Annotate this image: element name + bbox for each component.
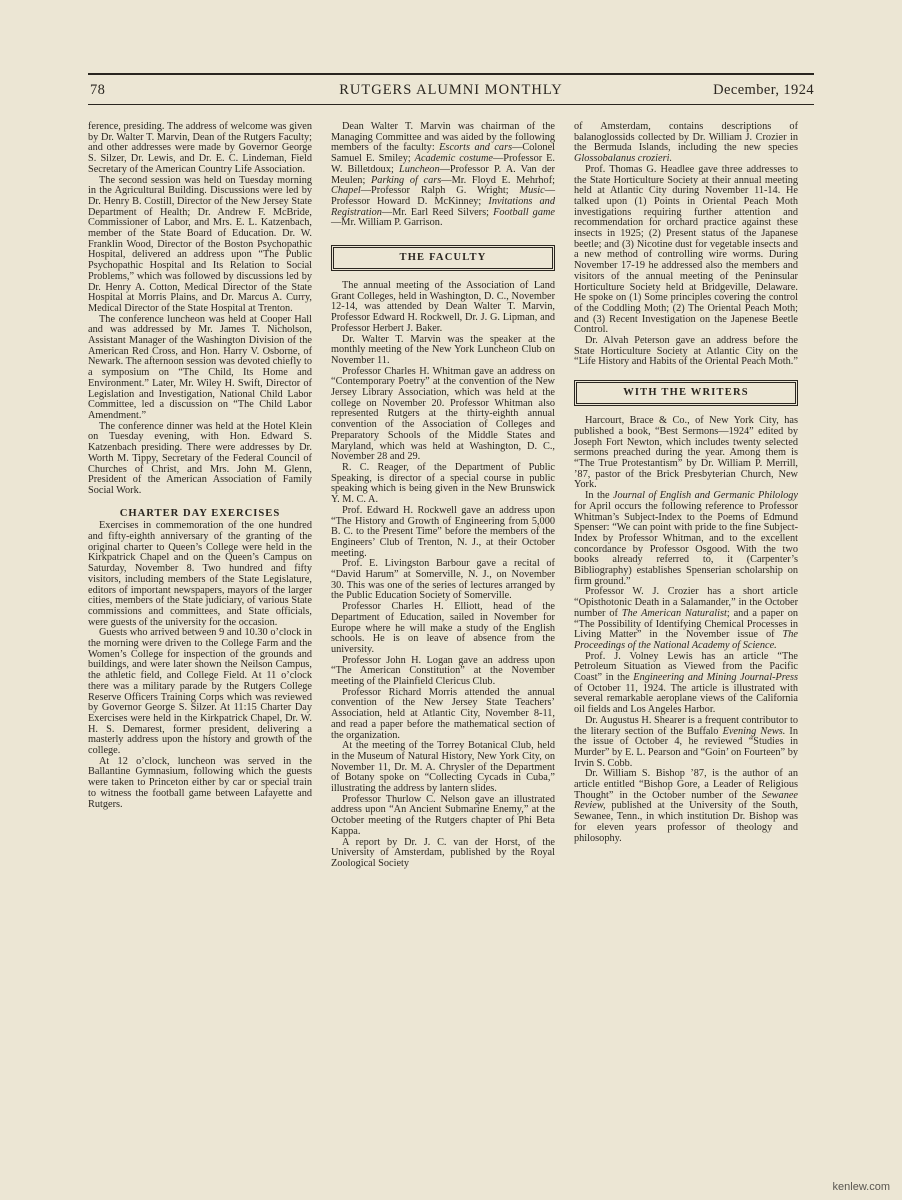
- column-left: [88, 122, 312, 810]
- running-title: RUTGERS ALUMNI MONTHLY: [339, 82, 563, 98]
- header-rule-bottom: [88, 104, 814, 105]
- watermark: kenlew.com: [832, 1181, 890, 1193]
- issue-date: December, 1924: [713, 82, 814, 98]
- paragraph: Dr. Alvah Peterson gave an address before the State Horticulture Society at Atlantic City on the “Life History and Habits of the Oriental Peach Moth.”: [574, 335, 798, 368]
- paragraph: Dean Walter T. Marvin was chairman of the Managing Committee and was aided by the following members of the faculty: Escorts and cars—Colonel Samuel E. Smiley; Academic costume—Professor E. W. Billetdoux; Luncheon—Professor P. A. Van der Meulen; Parking of cars—Mr. Floyd E. Mehrhof; Chapel—Professor Ralph G. Wright; Music—Professor Howard D. McKinney; Invitations and Registration—Mr. Earl Reed Silvers; Football game—Mr. William P. Garrison.: [331, 121, 556, 229]
- paragraph: Guests who arrived between 9 and 10.30 o’clock in the morning were driven to the College Farm and the Women’s College for inspection of the grounds and buildings, and were later shown the Neilson Campus, the athletic field, and College Field. At 11 o’clock there was a military parade by the Rutgers College Reserve Officers Training Corps which was reviewed by Governor George S. Silzer. At 11:15 Charter Day Exercises were held in the Kirkpatrick Chapel, Dr. W. H. S. Demarest, former president, delivering a masterly address upon the history and growth of the college.: [88, 627, 312, 757]
- paragraph: The annual meeting of the Association of Land Grant Colleges, held in Washington, D. C., November 12-14, was attended by Dean Walter T. Marvin, Professor Edward H. Rockwell, Dr. J. G. Lipman, and Professor Herbert J. Baker.: [331, 280, 555, 334]
- paragraph: Prof. Edward H. Rockwell gave an address upon “The History and Growth of Engineering from 5,000 B. C. to the Present Time” before the members of the Engineers’ Club of Trenton, N. J., at their October meeting.: [331, 504, 555, 559]
- paragraph: A report by Dr. J. C. van der Horst, of the University of Amsterdam, published by the Royal Zoological Society: [331, 836, 555, 869]
- paragraph: Exercises in commemoration of the one hundred and fifty-eighth anniversary of the granting of the original charter to Queen’s College were held in the Kirkpatrick Chapel and on the Queen’s Campus on Saturday, November 8. Two hundred and fifty visitors, including members of the State Legislature, editors of important newspapers, mayors of the larger cities, members of the State judiciary, of various State commissions and committees, and State officials, were guests of the university for the occasion.: [88, 520, 312, 628]
- paragraph: The second session was held on Tuesday morning in the Agricultural Building. Discussions were led by Dr. Henry B. Costill, Director of the New Jersey State Department of Health; Dr. Andrew F. McBride, Commissioner of Labor, and Mrs. E. L. Katzenbach, member of the State Board of Education. Dr. W. Franklin Wood, Director of the Boston Psychopathic Hospital, delivered an address upon “The Public Psychopathic Hospital and Its Relation to Social Problems,” which was followed by discussions led by Dr. Henry A. Cotton, Medical Director of the State Hospital at Morris Plains, and Dr. Marcus A. Curry, Medical Director of the State Hospital at Trenton.: [88, 174, 312, 314]
- section-box-writers: [574, 380, 798, 406]
- paragraph: Professor John H. Logan gave an address upon “The American Constitution” at the November meeting of the Plainfield Clericus Club.: [331, 654, 555, 688]
- paragraph: Professor W. J. Crozier has a short article “Opisthotonic Death in a Salamander,” in the October number of The American Naturalist; and a paper on “The Possibility of Identifying Chemical Processes in Living Matter” in the November issue of The Proceedings of the National Academy of Science.: [574, 586, 798, 651]
- column-right: [574, 122, 798, 844]
- column-middle: [331, 122, 555, 870]
- paragraph: Dr. Augustus H. Shearer is a frequent contributor to the literary section of the Buffalo Evening News. In the issue of October 4, he reviewed “Studies in Murder” by E. L. Pearson and “Goin’ on Fourteen” by Irvin S. Cobb.: [574, 714, 798, 769]
- paragraph: R. C. Reager, of the Department of Public Speaking, is director of a special course in public speaking which is being given in the New Brunswick Y. M. C. A.: [331, 461, 555, 506]
- paragraph: Dr. William S. Bishop ’87, is the author of an article entitled “Bishop Gore, a Leader of Religious Thought” in the October number of the Sewanee Review, published at the University of the South, Sewanee, Tenn., in which institution Dr. Bishop was for eleven years professor of theology and philosophy.: [574, 768, 798, 844]
- page-number: 78: [90, 82, 106, 98]
- section-heading-faculty: THE FACULTY: [333, 247, 553, 269]
- paragraph: At 12 o’clock, luncheon was served in the Ballantine Gymnasium, following which the guests were taken to Princeton either by car or special train to witness the football game between Lafayette and Rutgers.: [88, 755, 312, 810]
- paragraph: Prof. E. Livingston Barbour gave a recital of “David Harum” at Somerville, N. J., on November 30. This was one of the series of lectures arranged by the Public Education Society of Somerville.: [331, 558, 555, 602]
- paragraph: Professor Thurlow C. Nelson gave an illustrated address upon “An Ancient Submarine Enemy,” at the October meeting of the Rutgers chapter of Phi Beta Kappa.: [331, 793, 555, 837]
- paragraph: At the meeting of the Torrey Botanical Club, held in the Museum of Natural History, New York City, on November 11, Dr. M. A. Chrysler of the Department of Botany spoke on “Collecting Cycads in Cuba,” illustrating the address by lantern slides.: [331, 740, 555, 795]
- paragraph: Prof. Thomas G. Headlee gave three addresses to the State Horticulture Society at their annual meeting held at Atlantic City during November 11-14. He talked upon (1) Points in Oriental Peach Moth investigations requiring further attention and recommendation for orchard practice against these insects in 1925; (2) Present status of the Japanese beetle; and (3) Nicotine dust for vegetable insects and a new method of controlling wire worms. During November 17-19 he addressed also the members and visitors of the annual meeting of the Peninsular Horticulture Society held at Bridgeville, Delaware. He spoke on (1) Some principles covering the control of the Coddling Moth; (2) The Oriental Peach Moth; and (3) Recent Investigation on the Japenese Beetle Control.: [574, 163, 798, 336]
- header-rule-top: [88, 73, 814, 75]
- section-box-faculty: [331, 245, 555, 271]
- paragraph: The conference dinner was held at the Hotel Klein on Tuesday evening, with Hon. Edward S. Katzenbach presiding. There were addresses by Dr. Worth M. Tippy, Secretary of the Federal Council of Churches of Christ, and Mrs. John M. Glenn, President of the American Association of Family Social Work.: [88, 420, 312, 496]
- paragraph: Prof. J. Volney Lewis has an article “The Petroleum Situation as Viewed from the Pacific Coast” in the Engineering and Mining Journal-Press of October 11, 1924. The article is illustrated with several remarkable aeroplane views of the California oil fields and Los Angeles Harbor.: [574, 650, 798, 716]
- paragraph: Professor Charles H. Elliott, head of the Department of Education, sailed in November for Europe where he will make a study of the English schools. He is on leave of absence from the university.: [331, 601, 555, 655]
- paragraph: The conference luncheon was held at Cooper Hall and was addressed by Mr. James T. Nicholson, Assistant Manager of the Washington Division of the American Red Cross, and Hon. Harry V. Osborne, of Newark. The afternoon session was devoted chiefly to a symposium on “The Child, Its Home and Environment.” Later, Mr. Wiley H. Swift, Director of Legislation and Investigation, National Child Labor Committee, led a discussion on “The Child Labor Amendment.”: [88, 313, 312, 421]
- paragraph: Professor Charles H. Whitman gave an address on “Contemporary Poetry” at the convention of the New Jersey Library Association, which was held at the college on November 20. Professor Whitman also represented Rutgers at the thirty-eighth annual convention of the Association of Colleges and Preparatory Schools of the Middle States and Maryland, which was held at Washington, D. C., November 28 and 29.: [331, 365, 555, 463]
- paragraph: In the Journal of English and Germanic Philology for April occurs the following reference to Professor Whitman’s Subject-Index to the Poems of Edmund Spenser: “We can point with pride to the fine Subject-Index by Professor Whitman, and to the excellent concordance by Professor Osgood. With the two books already referred to, it (Carpenter’s Bibliography) establishes Spenserian scholarship on firm ground.”: [574, 490, 798, 587]
- paragraph: ference, presiding. The address of welcome was given by Dr. Walter T. Marvin, Dean of the Rutgers Faculty; and other addresses were made by Governor George S. Silzer, Dr. Lewis, and Dr. E. C. Lindeman, Field Secretary of the American Country Life Association.: [88, 121, 312, 175]
- paragraph: Professor Richard Morris attended the annual convention of the New Jersey State Teachers’ Association, held at Atlantic City, November 8-11, and read a paper before the mathematical section of the organization.: [331, 686, 555, 741]
- section-heading-charter-day: CHARTER DAY EXERCISES: [119, 507, 281, 519]
- section-heading-writers: WITH THE WRITERS: [576, 382, 796, 404]
- paragraph: Harcourt, Brace & Co., of New York City, has published a book, “Best Sermons—1924” edited by Joseph Fort Newton, which includes twenty selected sermons preached during the year. Among them is “The True Protestantism” by Dr. William P. Merrill, ’87, pastor of the Brick Presbyterian Church, New York.: [574, 415, 798, 491]
- paragraph: of Amsterdam, contains descriptions of balanoglossids collected by Dr. William J. Crozier in the Bermuda Islands, including the new species Glossobalanus crozieri.: [574, 121, 798, 165]
- paragraph: Dr. Walter T. Marvin was the speaker at the monthly meeting of the New York Luncheon Club on November 11.: [331, 333, 555, 366]
